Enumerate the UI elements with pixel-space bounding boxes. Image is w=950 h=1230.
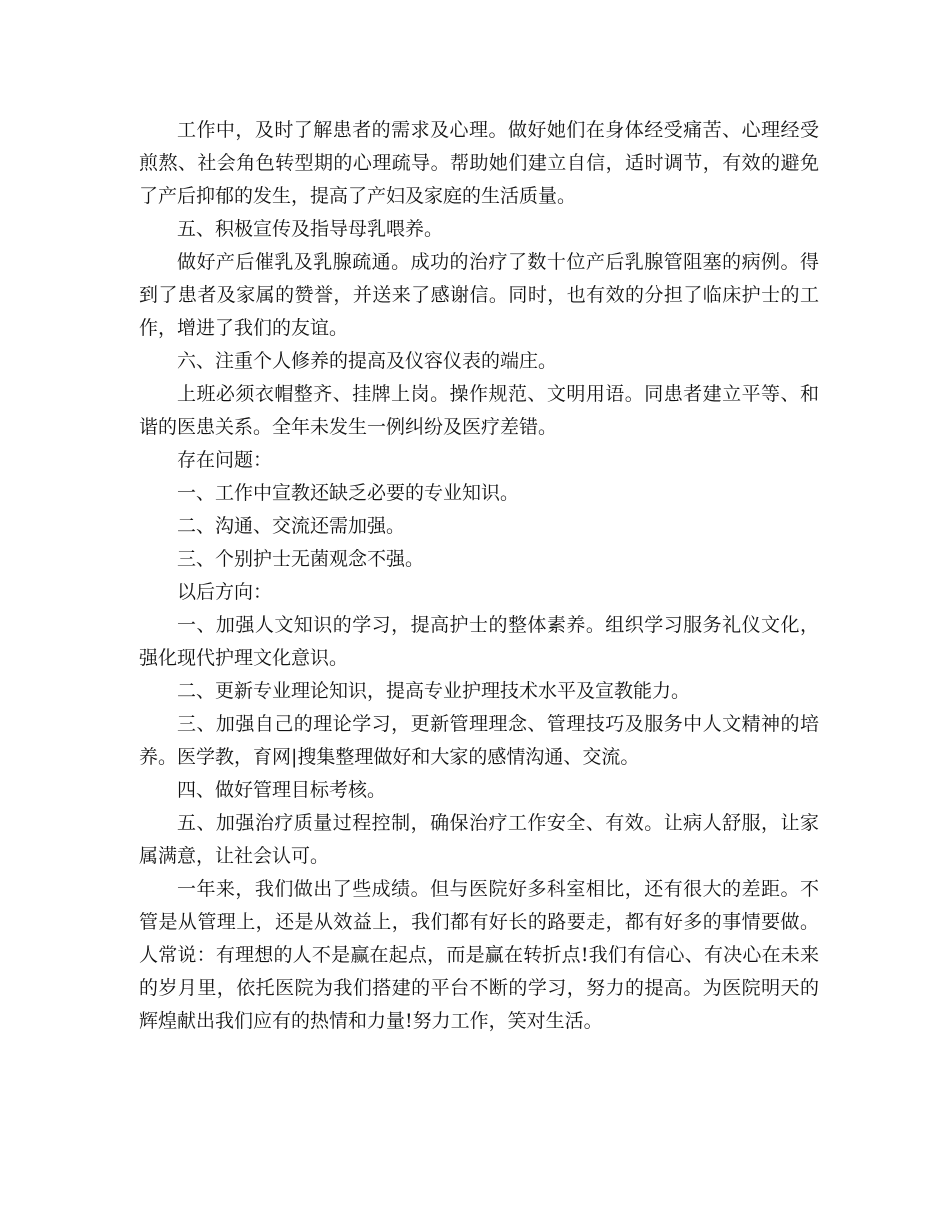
list-item: 二、沟通、交流还需加强。 xyxy=(177,515,406,537)
list-item: 二、更新专业理论知识，提高专业护理技术水平及宣教能力。 xyxy=(177,680,691,702)
list-item: 三、加强自己的理论学习，更新管理理念、管理技巧及服务中人文精神的培养。医学教，育网|搜集整理做好和大家的感情沟通、交流。 xyxy=(139,713,819,768)
section-heading: 五、积极宣传及指导母乳喂养。 xyxy=(177,218,444,240)
closing-paragraph: 一年来，我们做出了些成绩。但与医院好多科室相比，还有很大的差距。不管是从管理上，还是从效益上，我们都有好长的路要走，都有好多的事情要做。人常说：有理想的人不是赢在起点，而是赢在转折点!我们有信心、有决心在未来的岁月里，依托医院为我们搭建的平台不断的学习，努力的提高。为医院明天的辉煌献出我们应有的热情和力量!努力工作，笑对生活。 xyxy=(139,878,819,1032)
list-item: 一、加强人文知识的学习，提高护士的整体素养。组织学习服务礼仪文化，强化现代护理文化意识。 xyxy=(139,614,819,669)
paragraph: 上班必须衣帽整齐、挂牌上岗。操作规范、文明用语。同患者建立平等、和谐的医患关系。全年未发生一例纠纷及医疗差错。 xyxy=(139,383,819,438)
section-heading: 存在问题： xyxy=(177,449,273,471)
document-body xyxy=(139,114,819,1038)
list-item: 四、做好管理目标考核。 xyxy=(177,779,387,801)
paragraph: 工作中，及时了解患者的需求及心理。做好她们在身体经受痛苦、心理经受煎熬、社会角色转型期的心理疏导。帮助她们建立自信，适时调节，有效的避免了产后抑郁的发生，提高了产妇及家庭的生活质量。 xyxy=(139,119,819,207)
section-heading: 以后方向： xyxy=(177,581,273,603)
list-item: 一、工作中宣教还缺乏必要的专业知识。 xyxy=(177,482,520,504)
paragraph: 做好产后催乳及乳腺疏通。成功的治疗了数十位产后乳腺管阻塞的病例。得到了患者及家属的赞誉，并送来了感谢信。同时，也有效的分担了临床护士的工作，增进了我们的友谊。 xyxy=(139,251,819,339)
section-heading: 六、注重个人修养的提高及仪容仪表的端庄。 xyxy=(177,350,558,372)
list-item: 五、加强治疗质量过程控制，确保治疗工作安全、有效。让病人舒服，让家属满意，让社会认可。 xyxy=(139,812,819,867)
list-item: 三、个别护士无菌观念不强。 xyxy=(177,548,425,570)
